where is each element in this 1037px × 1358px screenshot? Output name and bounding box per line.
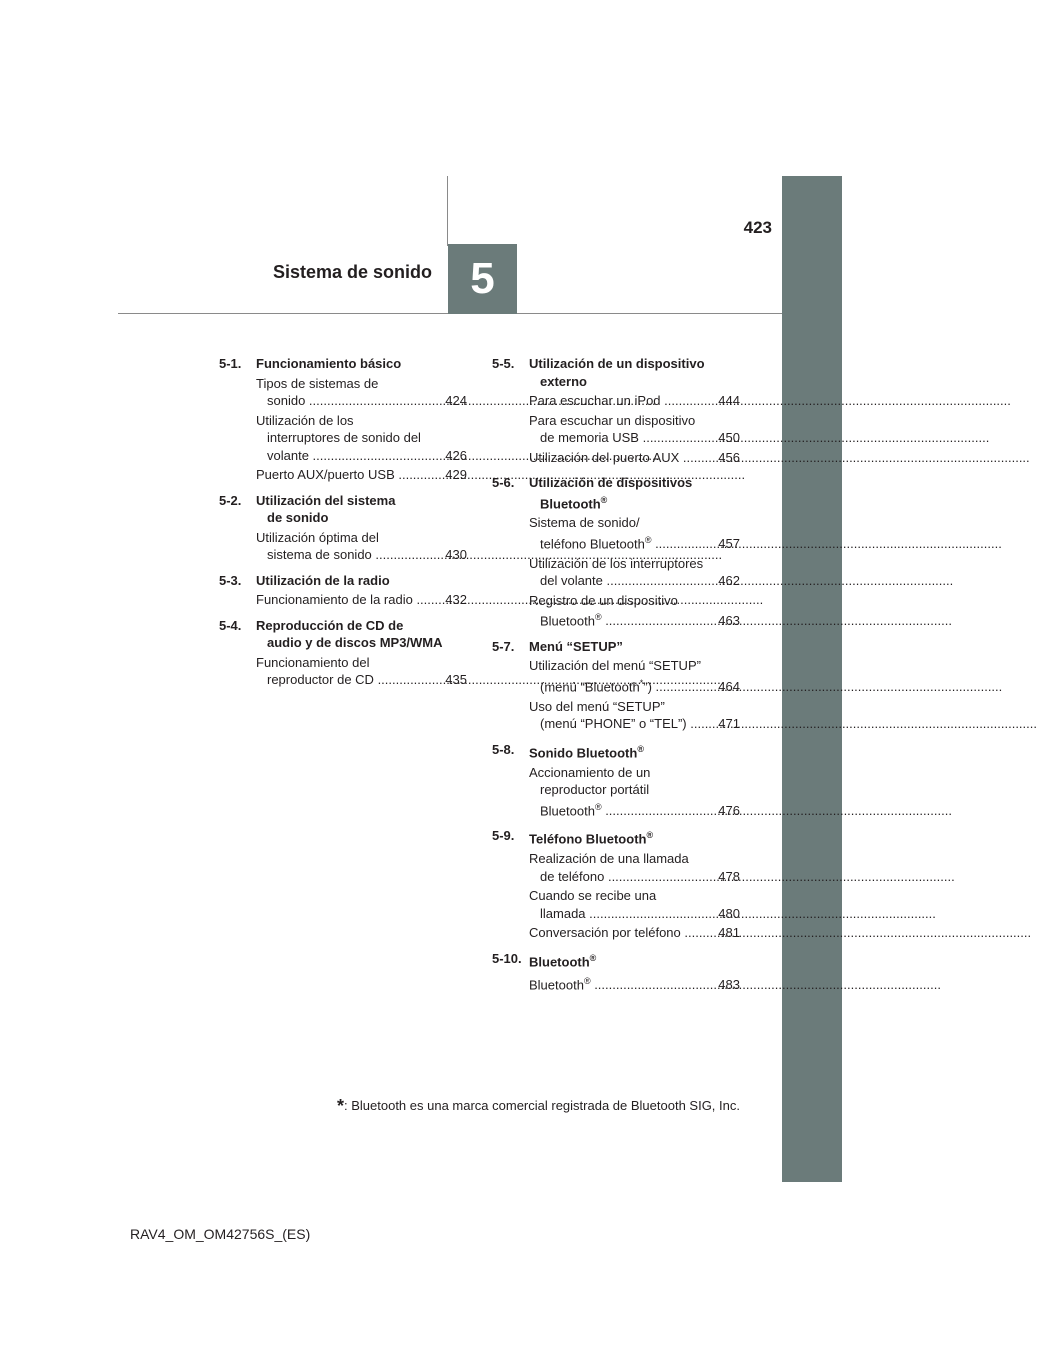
toc-entry[interactable]: [529, 850, 740, 885]
toc-section-number: 5-2.: [219, 492, 242, 508]
toc-entry-page: 476: [718, 802, 740, 818]
toc-section-heading[interactable]: [492, 827, 740, 848]
toc-entry[interactable]: [529, 412, 740, 447]
toc-entry-page: 450: [718, 430, 740, 445]
toc-entry-page: 430: [445, 547, 467, 562]
toc-entry-line: del volante .....: [540, 572, 729, 590]
toc-entry-line: Utilización de los: [256, 412, 354, 428]
toc-entry-line: Funcionamiento del: [256, 654, 370, 670]
toc-entry-page: 483: [718, 976, 740, 992]
toc-entry-line: Tipos de sistemas de: [256, 375, 379, 391]
toc-section-number: 5-9.: [492, 828, 515, 844]
toc-entry-page: 471: [718, 716, 740, 732]
toc-entry[interactable]: [529, 392, 740, 410]
toc-section-title: Utilización de un dispositivo externo: [529, 356, 705, 389]
toc-entry-line: reproductor de CD .....: [267, 671, 456, 689]
toc-column-left: [219, 355, 467, 697]
document-code: RAV4_OM_OM42756S_(ES): [130, 1226, 311, 1242]
page-number: 423: [743, 218, 772, 237]
toc-entry[interactable]: [529, 973, 740, 994]
toc-section: [492, 355, 740, 466]
toc-section-number: 5-4.: [219, 617, 242, 633]
toc-entry-page: 426: [445, 447, 467, 463]
toc-entry-line: Puerto AUX/puerto USB .....: [267, 466, 456, 484]
toc-entry-line: Cuando se recibe una: [529, 888, 657, 904]
toc-entry[interactable]: [529, 449, 740, 467]
toc-entry-line: de teléfono .....: [540, 868, 729, 886]
toc-section-title: Utilización del sistema de sonido: [256, 492, 396, 525]
toc-entry-page: 444: [718, 393, 740, 408]
toc-section-number: 5-8.: [492, 741, 515, 757]
toc-entry[interactable]: [256, 591, 467, 609]
toc-entry-line: de memoria USB .....: [540, 429, 729, 447]
toc-section-title: Reproducción de CD de audio y de discos MP3/WMA: [256, 617, 443, 650]
toc-entry-line: Utilización óptima del: [256, 529, 379, 545]
toc-section-title: Sonido Bluetooth®: [529, 743, 644, 761]
toc-section-title: Funcionamiento básico: [256, 356, 402, 371]
toc-section: [492, 638, 740, 733]
toc-entry-page: 432: [445, 592, 467, 607]
toc-entry-line: reproductor portátil: [540, 782, 650, 798]
toc-entry-line: Conversación por teléfono .....: [540, 924, 729, 942]
toc-section-heading[interactable]: [219, 572, 467, 590]
toc-entry[interactable]: [256, 466, 467, 484]
toc-section: [219, 617, 467, 689]
toc-section-number: 5-10.: [492, 950, 522, 966]
toc-entry-line: Para escuchar un dispositivo: [529, 412, 696, 428]
toc-entry-line: (menú “PHONE” o “TEL”) .....: [540, 715, 729, 733]
toc-entry-page: 456: [718, 449, 740, 465]
toc-section-title: Bluetooth®: [529, 952, 597, 970]
toc-entry-page: 463: [718, 613, 740, 629]
toc-section-heading[interactable]: [219, 492, 467, 527]
toc-entry-line: Utilización del puerto AUX .....: [540, 449, 729, 467]
footnote-text: : Bluetooth es una marca comercial registrada de Bluetooth SIG, Inc.: [344, 1098, 740, 1113]
toc-entry-line: interruptores de sonido del: [267, 430, 421, 445]
toc-entry-page: 478: [718, 868, 740, 884]
toc-entry-line: Utilización del menú “SETUP”: [529, 658, 701, 674]
toc-entry-line: sistema de sonido .....: [267, 546, 456, 564]
toc-entry-line: Bluetooth® .....: [540, 973, 729, 994]
toc-entry-page: 480: [718, 905, 740, 921]
toc-section-number: 5-6.: [492, 475, 515, 490]
toc-section: [219, 572, 467, 609]
toc-section: [219, 355, 467, 484]
toc-entry-page: 464: [718, 679, 740, 695]
toc-entry[interactable]: [256, 412, 467, 465]
toc-section-title: Menú “SETUP”: [529, 638, 623, 654]
toc-section-heading[interactable]: [492, 741, 740, 762]
footnote-asterisk: *: [336, 1096, 344, 1116]
toc-entry-page: 429: [445, 467, 467, 482]
toc-entry-line: Funcionamiento de la radio .....: [267, 591, 456, 609]
toc-entry-page: 481: [718, 925, 740, 941]
chapter-number: 5: [470, 254, 495, 303]
toc-entry-page: 462: [718, 573, 740, 589]
toc-section-heading[interactable]: [492, 355, 740, 390]
chapter-title: Sistema de sonido: [272, 262, 432, 282]
header-divider-vertical: [447, 176, 448, 246]
toc-section-title: Utilización de la radio: [256, 572, 390, 588]
toc-section-heading[interactable]: [219, 617, 467, 652]
toc-entry[interactable]: [529, 514, 740, 552]
toc-section-title: Utilización de dispositivos Bluetooth®: [529, 475, 693, 511]
toc-entry-line: Utilización de los interruptores: [529, 555, 704, 571]
toc-entry[interactable]: [529, 698, 740, 733]
toc-section: [492, 741, 740, 820]
toc-entry[interactable]: [256, 654, 467, 689]
toc-entry[interactable]: [529, 887, 740, 922]
toc-entry-line: llamada .....: [540, 905, 729, 923]
toc-entry-line: Sistema de sonido/: [529, 515, 640, 531]
toc-section: [492, 474, 740, 630]
toc-entry-line: Realización de una llamada: [529, 851, 689, 867]
toc-entry-line: teléfono Bluetooth® .....: [540, 532, 729, 553]
toc-section-heading[interactable]: [219, 355, 467, 373]
toc-section-number: 5-7.: [492, 638, 515, 654]
footnote: [310, 1096, 740, 1117]
toc-entry-page: 424: [445, 393, 467, 408]
toc-entry-line: volante .....: [267, 447, 456, 465]
chapter-number-badge: [448, 244, 517, 314]
toc-entry-line: Accionamiento de un: [529, 764, 651, 780]
toc-entry-line: Bluetooth® .....: [540, 609, 729, 630]
toc-section-title: Teléfono Bluetooth®: [529, 830, 654, 847]
toc-entry[interactable]: [529, 555, 740, 590]
toc-entry[interactable]: [529, 924, 740, 942]
toc-section-heading[interactable]: [492, 638, 740, 656]
toc-section: [219, 492, 467, 564]
toc-entry-line: Para escuchar un iPod .....: [540, 392, 729, 410]
toc-section: [492, 827, 740, 941]
toc-section: [492, 950, 740, 994]
toc-entry[interactable]: [529, 764, 740, 820]
toc-entry[interactable]: [529, 592, 740, 630]
toc-section-heading[interactable]: [492, 474, 740, 512]
toc-column-right: [492, 355, 740, 1001]
toc-section-number: 5-5.: [492, 356, 515, 371]
toc-entry-page: 435: [445, 672, 467, 687]
toc-entry-line: Registro de un dispositivo: [529, 592, 678, 608]
toc-entry[interactable]: [529, 657, 740, 695]
toc-section-number: 5-3.: [219, 572, 242, 588]
toc-section-number: 5-1.: [219, 356, 242, 371]
toc-entry[interactable]: [256, 375, 467, 410]
toc-entry-line: Bluetooth® .....: [540, 799, 729, 820]
toc-entry-line: (menú “Bluetooth*”) .....: [540, 675, 729, 696]
toc-section-heading[interactable]: [492, 950, 740, 971]
toc-entry-line: Uso del menú “SETUP”: [529, 698, 665, 714]
toc-entry-line: sonido .....: [267, 392, 456, 410]
toc-entry-page: 457: [718, 536, 740, 552]
toc-entry[interactable]: [256, 529, 467, 564]
